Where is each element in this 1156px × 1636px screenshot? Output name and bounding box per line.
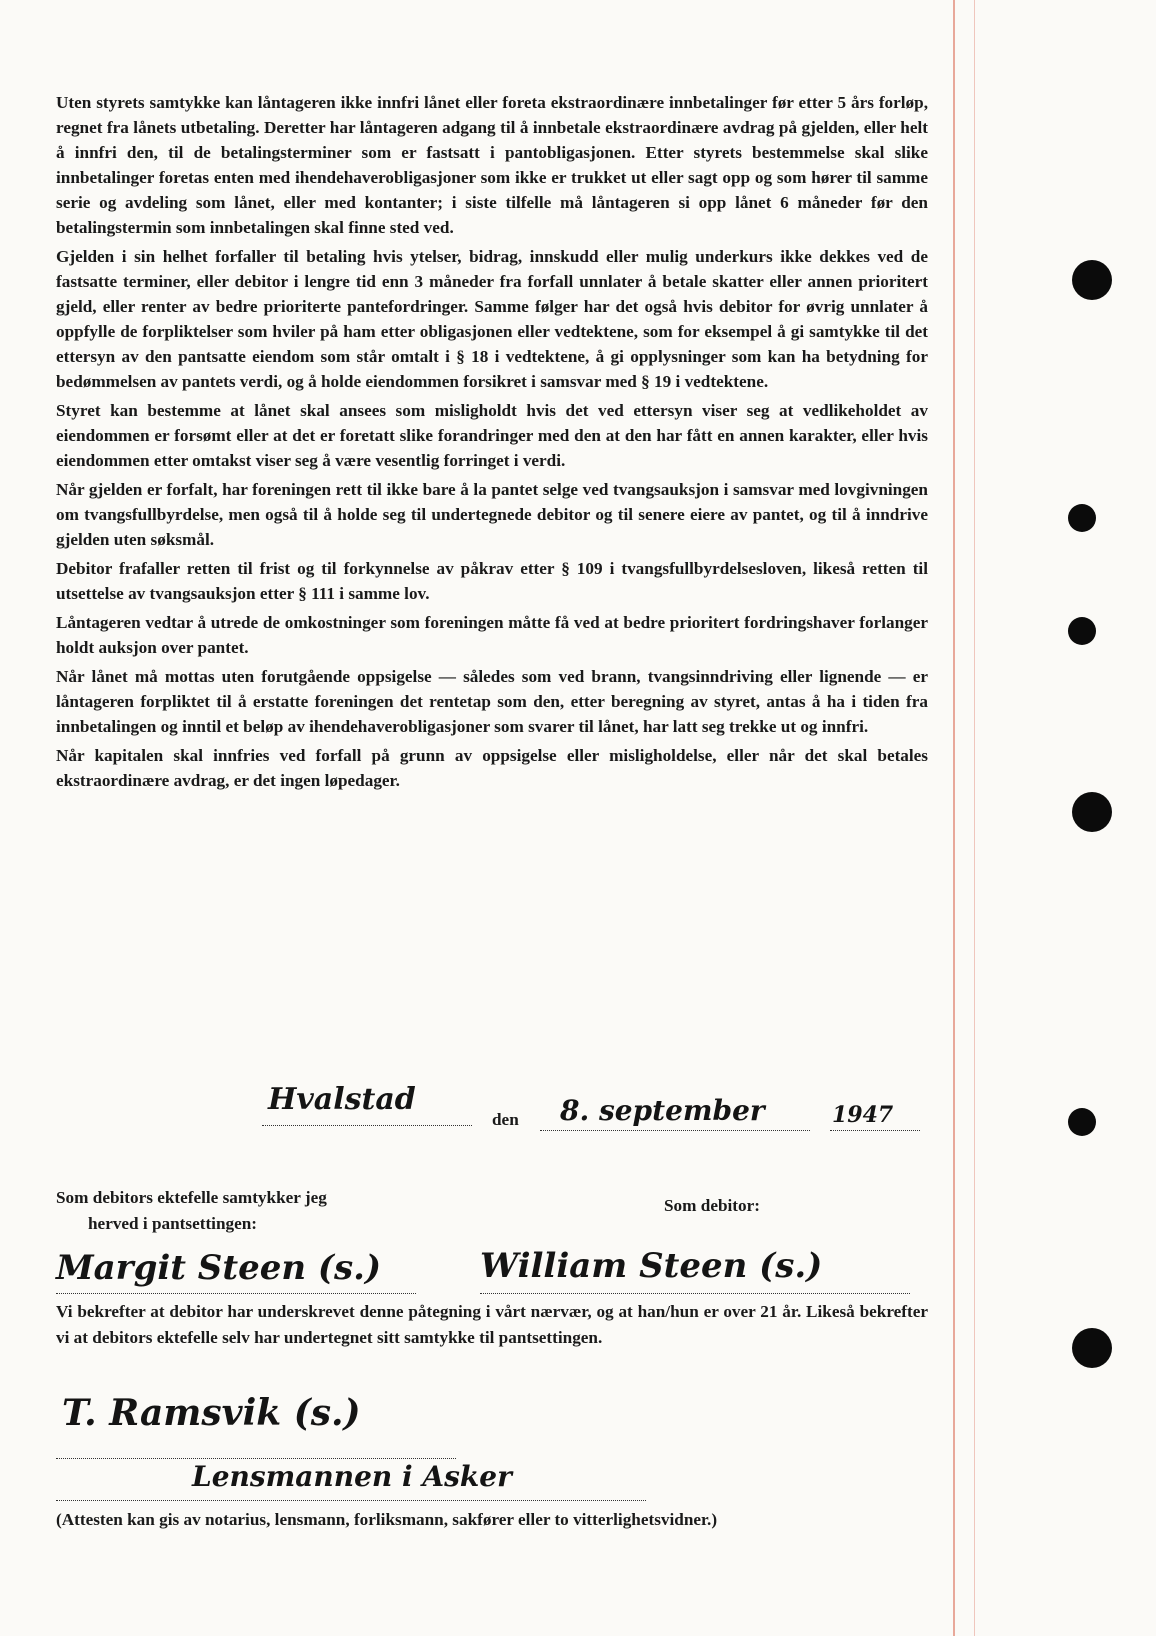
paragraph-interest-loss: Når lånet må mottas uten forutgående oppsigelse — således som ved brann, tvangsinndriving eller lignende — er låntageren forpliktet til å erstatte foreningen det rentetap som den, etter beregning av styret, antas å ha i tiden fra innbetalingen og inntil et beløp av ihendehaverobligasjoner som svarer til lånet, har latt seg trekke ut og innfri. xyxy=(56,667,928,736)
date-handwritten: 8. september xyxy=(560,1094,765,1127)
margin-rule xyxy=(953,0,955,1636)
paragraph-grace-days: Når kapitalen skal innfries ved forfall på grunn av oppsigelse eller misligholdelse, eller når det skal betales ekstraordinære avdrag, er det ingen løpedager. xyxy=(56,746,928,790)
year-dotted-line xyxy=(830,1130,920,1131)
binder-hole-icon xyxy=(1072,260,1112,300)
paragraph-enforcement: Når gjelden er forfalt, har foreningen rett til ikke bare å la pantet selge ved tvangsauksjon i samsvar med lovgivningen om tvangsfullbyrdelse, men også til å holde seg til undertegnede debitor og til senere eiere av pantet, og til å inndrive gjelden uten søksmål. xyxy=(56,480,928,549)
attestation-text: Vi bekrefter at debitor har underskrevet denne påtegning i vårt nærvær, og at han/hun er over 21 år. Likeså bekrefter vi at debitors ektefelle selv har undertegnet sitt samtykke til pantsettingen. xyxy=(56,1302,928,1347)
year-handwritten: 1947 xyxy=(832,1102,894,1128)
paragraph-notice-waiver: Debitor frafaller retten til frist og til forkynnelse av påkrav etter § 109 i tvangsfullbyrdelsesloven, likeså retten til utsettelse av tvangsauksjon etter § 111 i samme lov. xyxy=(56,559,928,603)
binder-hole-icon xyxy=(1072,792,1112,832)
binder-hole-icon xyxy=(1068,504,1096,532)
den-label: den xyxy=(492,1110,519,1129)
debtor-signature-line xyxy=(480,1293,910,1294)
witness-signature: T. Ramsvik (s.) xyxy=(62,1392,361,1434)
paragraph-early-repayment: Uten styrets samtykke kan låntageren ikke innfri lånet eller foreta ekstraordinære innbetalinger før etter 5 års forløp, regnet fra lånets utbetaling. Deretter har låntageren adgang til å innbetale ekstraordinære avdrag på gjelden, eller helt å innfri den, til de betalingsterminer som er fastsatt i pantobligasjonen. Etter styrets bestemmelse skal slike innbetalinger foretas enten med ihendehaverobligasjoner som ikke er trukket ut eller sagt opp og som hører til samme serie og avdeling som lånet, eller med kontanter; i siste tilfelle må låntageren si opp lånet 6 måneder før den betalingstermin som innbetalingen skal finne sted ved. xyxy=(56,93,928,237)
witness-title-line xyxy=(56,1500,646,1501)
paragraph-maintenance: Styret kan bestemme at lånet skal ansees som misligholdt hvis det ved ettersyn viser seg at vedlikeholdet av eiendommen er forsømt eller at det er foretatt slike forandringer med den at den har fått en annen karakter, eller hvis eiendommen etter omtakst viser seg å være vesentlig forringet i verdi. xyxy=(56,401,928,470)
margin-rule-secondary xyxy=(974,0,975,1636)
loan-terms-text xyxy=(56,90,928,797)
spouse-signature-line xyxy=(56,1293,416,1294)
place-dotted-line xyxy=(262,1125,472,1126)
binder-hole-icon xyxy=(1072,1328,1112,1368)
paragraph-default-conditions: Gjelden i sin helhet forfaller til betaling hvis ytelser, bidrag, innskudd eller mulig underkurs ikke dekkes ved de fastsatte terminer, eller debitor i lengre tid enn 3 måneder fra forfall unnlater å betale skatter eller annen prioritert gjeld, eller renter av bedre prioriterte pantefordringer. Samme følger har det også hvis debitor for øvrig unnlater å oppfylle de forpliktelser som hviler på ham etter obligasjonen eller vedtektene, som for eksempel å gi samtykke til det ettersyn av den pantsatte eiendom som står omtalt i § 18 i vedtektene, å gi opplysninger som kan ha betydning for bedømmelsen av pantets verdi, og å holde eiendommen forsikret i samsvar med § 19 i vedtektene. xyxy=(56,247,928,391)
witness-title: Lensmannen i Asker xyxy=(192,1460,512,1493)
attestation-footnote: (Attesten kan gis av notarius, lensmann, forliksmann, sakfører eller to vitterlighetsvidner.) xyxy=(56,1510,718,1529)
spouse-consent-label-cont: herved i pantsettingen: xyxy=(88,1214,258,1233)
spouse-consent-label: Som debitors ektefelle samtykker jeg xyxy=(56,1188,327,1207)
spouse-signature: Margit Steen (s.) xyxy=(56,1248,382,1288)
witness-signature-line xyxy=(56,1458,456,1459)
date-dotted-line xyxy=(540,1130,810,1131)
paragraph-auction-costs: Låntageren vedtar å utrede de omkostninger som foreningen måtte få ved at bedre prioritert fordringshaver forlanger holdt auksjon over pantet. xyxy=(56,613,928,657)
binder-hole-icon xyxy=(1068,1108,1096,1136)
debtor-label: Som debitor: xyxy=(664,1196,760,1215)
binder-hole-icon xyxy=(1068,617,1096,645)
place-handwritten: Hvalstad xyxy=(268,1082,416,1117)
debtor-signature: William Steen (s.) xyxy=(480,1246,823,1286)
